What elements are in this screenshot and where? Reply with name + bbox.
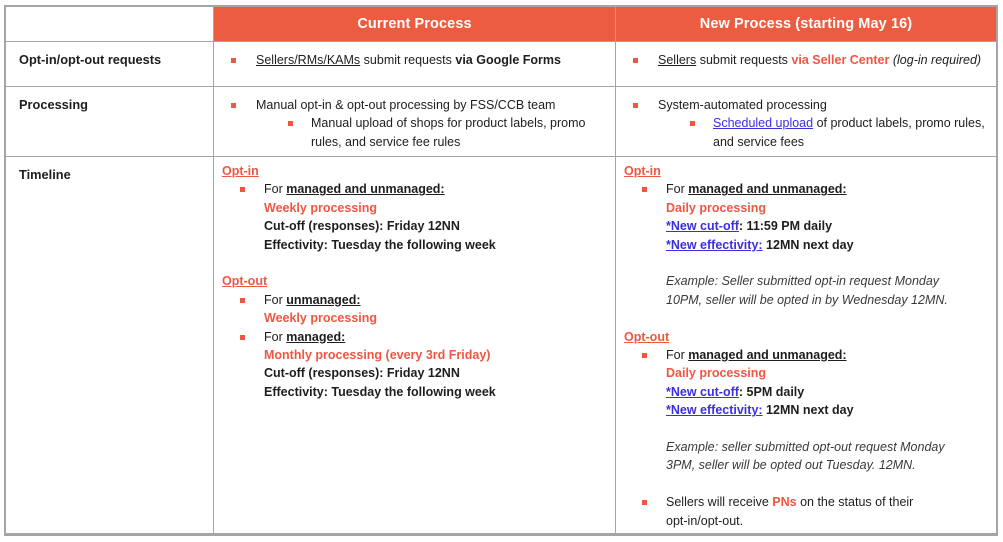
scope-text: unmanaged:: [286, 292, 361, 307]
bullet-icon: [231, 58, 236, 63]
for-prefix: For: [264, 182, 287, 197]
optout-cutoff-line: [616, 383, 990, 401]
optout-managed-frequency-line: [214, 346, 609, 364]
example-text: 3PM, seller will be opted out Tuesday. 12MN.: [666, 458, 916, 473]
cell-requests-current: [214, 42, 616, 87]
spacer-line: [616, 420, 990, 438]
requests-new-line: [616, 51, 990, 69]
for-prefix: For: [264, 329, 287, 344]
optout-effectivity-line: [616, 401, 990, 419]
row-label-requests: [6, 42, 214, 87]
cell-timeline-current: [214, 157, 616, 533]
optout-unmanaged-frequency-line: [214, 309, 609, 327]
optin-effectivity-line: [214, 236, 609, 254]
requests-new-channel: via Seller Center: [791, 53, 890, 67]
processing-new-line1: [616, 96, 990, 114]
bullet-icon: [642, 187, 647, 192]
header-current-process: [214, 7, 616, 42]
effectivity-text: Effectivity: Tuesday the following week: [264, 237, 496, 252]
optout-heading-text: Opt-out: [624, 329, 670, 344]
scope-text: managed:: [286, 329, 346, 344]
pn-text: on the status of their: [796, 495, 914, 510]
effectivity-text: 12MN next day: [762, 237, 854, 252]
cutoff-text: : 11:59 PM daily: [738, 219, 833, 234]
optin-effectivity-line: [616, 236, 990, 254]
cell-processing-current: [214, 87, 616, 157]
optout-effectivity-line: [214, 383, 609, 401]
processing-current-line3: [214, 133, 609, 151]
cutoff-text: : 5PM daily: [738, 384, 805, 399]
new-cutoff-link[interactable]: *New cut-off: [666, 384, 739, 399]
bullet-icon: [633, 58, 638, 63]
optin-cutoff-line: [214, 217, 609, 235]
optin-example-line1: [616, 272, 990, 290]
processing-new-line2: [616, 114, 990, 132]
requests-current-mid: submit requests: [360, 53, 456, 67]
bullet-icon: [642, 500, 647, 505]
optin-heading-text: Opt-in: [624, 164, 661, 178]
header-new-process: [616, 7, 996, 42]
row-label-timeline: [6, 157, 214, 533]
frequency-text: Monthly processing (every 3rd Friday): [264, 348, 491, 363]
frequency-text: Weekly processing: [264, 311, 378, 326]
example-text: Example: seller submitted opt-out request Monday: [666, 440, 945, 455]
new-effectivity-link[interactable]: *New effectivity:: [666, 237, 763, 252]
frequency-text: Daily processing: [666, 366, 767, 381]
optout-section-heading: [616, 328, 990, 346]
for-prefix: For: [264, 292, 287, 307]
requests-new-mid: submit requests: [696, 53, 792, 67]
requests-new-note: (log-in required): [889, 53, 982, 67]
optout-heading-text: Opt-out: [222, 274, 268, 289]
processing-new-text1: System-automated processing: [658, 98, 827, 112]
optout-frequency-line: [616, 364, 990, 382]
row-label-processing-text: Processing: [19, 97, 88, 112]
optout-unmanaged-line: [214, 291, 609, 309]
bullet-icon: [240, 187, 245, 192]
spacer-line: [616, 254, 990, 272]
optin-heading-text: Opt-in: [222, 164, 259, 178]
effectivity-text: Effectivity: Tuesday the following week: [264, 384, 496, 399]
bullet-icon: [240, 298, 245, 303]
scheduled-upload-link[interactable]: Scheduled upload: [713, 116, 814, 131]
comparison-table: [4, 5, 998, 536]
optout-scope-line: [616, 346, 990, 364]
scope-text: managed and unmanaged:: [688, 182, 847, 197]
new-effectivity-link[interactable]: *New effectivity:: [666, 403, 763, 418]
processing-current-line2: [214, 114, 609, 132]
requests-new-actor: Sellers: [658, 53, 697, 67]
effectivity-text: 12MN next day: [762, 403, 854, 418]
optin-cutoff-line: [616, 217, 990, 235]
new-cutoff-link[interactable]: *New cut-off: [666, 219, 739, 234]
pn-abbrev: PNs: [772, 495, 797, 510]
spacer-line: [616, 309, 990, 327]
processing-new-line3: [616, 133, 990, 151]
requests-current-line: [214, 51, 609, 69]
row-label-requests-text: Opt-in/opt-out requests: [19, 52, 162, 67]
bullet-icon: [240, 335, 245, 340]
optout-example-line1: [616, 438, 990, 456]
header-new-label: New Process (starting May 16): [699, 16, 913, 32]
for-prefix: For: [666, 348, 689, 363]
bullet-icon: [690, 121, 695, 126]
processing-current-line1: [214, 96, 609, 114]
cell-requests-new: [616, 42, 996, 87]
pn-notification-line2: [616, 512, 990, 530]
requests-current-channel: via Google Forms: [455, 53, 561, 67]
bullet-icon: [642, 353, 647, 358]
cutoff-text: Cut-off (responses): Friday 12NN: [264, 366, 460, 381]
optin-scope-line: [214, 180, 609, 198]
cell-timeline-new: [616, 157, 996, 533]
processing-new-text2: of product labels, promo rules,: [813, 116, 985, 131]
scope-text: managed and unmanaged:: [286, 182, 445, 197]
scope-text: managed and unmanaged:: [688, 348, 847, 363]
bullet-icon: [231, 103, 236, 108]
spacer-line: [214, 254, 609, 272]
spacer-line: [616, 475, 990, 493]
bullet-icon: [633, 103, 638, 108]
optout-cutoff-line: [214, 364, 609, 382]
example-text: 10PM, seller will be opted in by Wednesday 12MN.: [666, 292, 948, 307]
row-label-processing: [6, 87, 214, 157]
pn-text: opt-in/opt-out.: [666, 513, 744, 528]
optin-example-line2: [616, 291, 990, 309]
requests-current-actor: Sellers/RMs/KAMs: [256, 53, 361, 67]
pn-text: Sellers will receive: [666, 495, 773, 510]
optout-section-heading: [214, 272, 609, 290]
processing-current-text1: Manual opt-in & opt-out processing by FSS/CCB team: [256, 98, 556, 112]
optout-managed-line: [214, 328, 609, 346]
processing-current-text3: rules, and service fee rules: [311, 134, 461, 149]
cell-processing-new: [616, 87, 996, 157]
optin-section-heading: [616, 162, 990, 180]
cutoff-text: Cut-off (responses): Friday 12NN: [264, 219, 460, 234]
header-current-label: Current Process: [357, 16, 472, 32]
optout-example-line2: [616, 456, 990, 474]
optin-section-heading: [214, 162, 609, 180]
frequency-text: Weekly processing: [264, 200, 378, 215]
row-label-timeline-text: Timeline: [19, 167, 71, 182]
bullet-icon: [288, 121, 293, 126]
for-prefix: For: [666, 182, 689, 197]
frequency-text: Daily processing: [666, 200, 767, 215]
optin-frequency-line: [214, 199, 609, 217]
header-cell-blank: [6, 7, 214, 42]
processing-current-text2: Manual upload of shops for product labels, promo: [311, 116, 586, 131]
example-text: Example: Seller submitted opt-in request Monday: [666, 274, 940, 289]
processing-new-text3: and service fees: [713, 134, 805, 149]
optin-scope-line: [616, 180, 990, 198]
pn-notification-line1: [616, 493, 990, 511]
optin-frequency-line: [616, 199, 990, 217]
